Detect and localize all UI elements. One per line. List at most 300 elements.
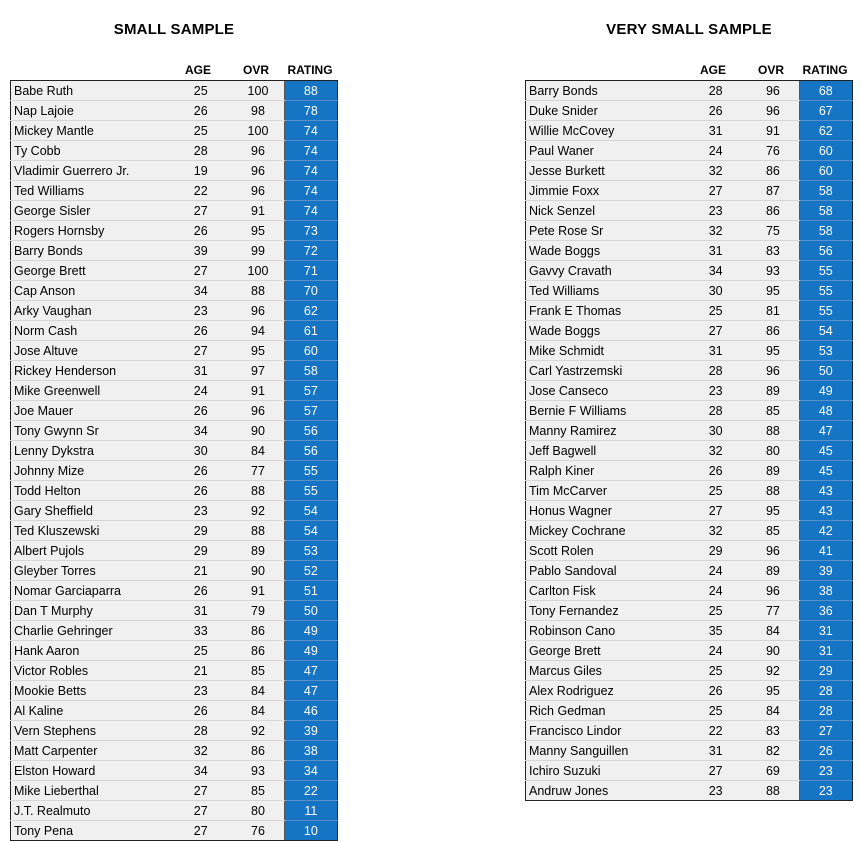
ovr-cell: 90 xyxy=(755,641,791,661)
spacer-cell xyxy=(791,401,799,421)
table-row xyxy=(526,101,853,121)
spacer-cell xyxy=(791,761,799,781)
very-small-sample-title: VERY SMALL SAMPLE xyxy=(606,21,772,38)
ovr-cell: 96 xyxy=(240,141,276,161)
age-cell: 31 xyxy=(183,601,219,621)
ovr-cell: 85 xyxy=(240,781,276,801)
table-row xyxy=(526,781,853,801)
spacer-cell xyxy=(219,501,241,521)
spacer-cell xyxy=(733,101,755,121)
rating-cell: 62 xyxy=(799,121,852,141)
rating-cell: 36 xyxy=(799,601,852,621)
spacer-cell xyxy=(276,641,284,661)
age-cell: 30 xyxy=(183,441,219,461)
spacer-cell xyxy=(219,161,241,181)
table-row xyxy=(526,741,853,761)
ovr-cell: 95 xyxy=(755,281,791,301)
ovr-cell: 89 xyxy=(755,561,791,581)
ovr-cell: 84 xyxy=(240,701,276,721)
rating-cell: 39 xyxy=(284,721,337,741)
rating-cell: 53 xyxy=(284,541,337,561)
rating-cell: 62 xyxy=(284,301,337,321)
player-name-cell: Ty Cobb xyxy=(11,141,183,161)
player-name-cell: Matt Carpenter xyxy=(11,741,183,761)
rating-cell: 54 xyxy=(284,501,337,521)
rating-cell: 26 xyxy=(799,741,852,761)
rating-cell: 55 xyxy=(799,281,852,301)
table-row xyxy=(526,461,853,481)
ovr-cell: 88 xyxy=(240,281,276,301)
spacer-cell xyxy=(733,741,755,761)
ovr-cell: 90 xyxy=(240,561,276,581)
age-cell: 26 xyxy=(698,101,734,121)
ovr-cell: 95 xyxy=(755,681,791,701)
ovr-cell: 96 xyxy=(755,81,791,101)
ovr-cell: 86 xyxy=(240,741,276,761)
age-cell: 24 xyxy=(698,561,734,581)
spacer-cell xyxy=(791,181,799,201)
ovr-header: OVR xyxy=(242,63,269,77)
spacer-cell xyxy=(791,721,799,741)
age-cell: 34 xyxy=(183,421,219,441)
ovr-cell: 86 xyxy=(755,201,791,221)
rating-cell: 45 xyxy=(799,461,852,481)
age-cell: 25 xyxy=(183,121,219,141)
spacer-cell xyxy=(219,641,241,661)
player-name-cell: Carl Yastrzemski xyxy=(526,361,698,381)
spacer-cell xyxy=(733,461,755,481)
spacer-cell xyxy=(219,521,241,541)
table-row xyxy=(11,381,338,401)
ovr-cell: 69 xyxy=(755,761,791,781)
rating-cell: 27 xyxy=(799,721,852,741)
player-name-cell: Ichiro Suzuki xyxy=(526,761,698,781)
table-row xyxy=(11,741,338,761)
player-name-cell: Jose Altuve xyxy=(11,341,183,361)
player-name-cell: Wade Boggs xyxy=(526,241,698,261)
spacer-cell xyxy=(219,701,241,721)
player-name-cell: Wade Boggs xyxy=(526,321,698,341)
rating-cell: 73 xyxy=(284,221,337,241)
spacer-cell xyxy=(219,561,241,581)
table-row xyxy=(11,161,338,181)
spacer-cell xyxy=(733,721,755,741)
spacer-cell xyxy=(733,761,755,781)
spacer-cell xyxy=(791,101,799,121)
spacer-cell xyxy=(733,781,755,801)
ovr-cell: 87 xyxy=(755,181,791,201)
spacer-cell xyxy=(791,521,799,541)
spacer-cell xyxy=(276,761,284,781)
ovr-header: OVR xyxy=(757,63,784,77)
spacer-cell xyxy=(219,781,241,801)
rating-cell: 61 xyxy=(284,321,337,341)
spacer-cell xyxy=(219,141,241,161)
player-name-cell: Mookie Betts xyxy=(11,681,183,701)
age-cell: 19 xyxy=(183,161,219,181)
spacer-cell xyxy=(276,721,284,741)
ovr-cell: 89 xyxy=(755,461,791,481)
ovr-cell: 96 xyxy=(240,181,276,201)
spacer-cell xyxy=(276,321,284,341)
spacer-cell xyxy=(276,261,284,281)
spacer-cell xyxy=(219,81,241,101)
spacer-cell xyxy=(219,741,241,761)
player-name-cell: Duke Snider xyxy=(526,101,698,121)
age-cell: 26 xyxy=(183,221,219,241)
spacer-cell xyxy=(219,441,241,461)
player-name-cell: Rickey Henderson xyxy=(11,361,183,381)
age-cell: 26 xyxy=(183,701,219,721)
rating-cell: 50 xyxy=(799,361,852,381)
player-name-cell: George Brett xyxy=(11,261,183,281)
spacer-cell xyxy=(276,661,284,681)
table-row xyxy=(526,181,853,201)
player-name-cell: Frank E Thomas xyxy=(526,301,698,321)
player-name-cell: Jimmie Foxx xyxy=(526,181,698,201)
age-cell: 31 xyxy=(698,341,734,361)
table-row xyxy=(11,341,338,361)
rating-cell: 39 xyxy=(799,561,852,581)
spacer-cell xyxy=(276,221,284,241)
spacer-cell xyxy=(219,821,241,841)
spacer-cell xyxy=(791,81,799,101)
small-sample-title: SMALL SAMPLE xyxy=(113,21,235,38)
table-row xyxy=(11,81,338,101)
rating-cell: 74 xyxy=(284,181,337,201)
spacer-cell xyxy=(276,121,284,141)
rating-cell: 42 xyxy=(799,521,852,541)
ovr-cell: 85 xyxy=(755,521,791,541)
ovr-cell: 95 xyxy=(240,221,276,241)
spacer-cell xyxy=(219,101,241,121)
spacer-cell xyxy=(276,521,284,541)
age-cell: 31 xyxy=(698,121,734,141)
spacer-cell xyxy=(219,221,241,241)
spacer-cell xyxy=(276,401,284,421)
age-cell: 29 xyxy=(183,521,219,541)
table-row xyxy=(526,561,853,581)
ovr-cell: 93 xyxy=(755,261,791,281)
rating-cell: 43 xyxy=(799,481,852,501)
age-cell: 27 xyxy=(183,781,219,801)
spacer-cell xyxy=(791,741,799,761)
rating-cell: 88 xyxy=(284,81,337,101)
spacer-cell xyxy=(791,441,799,461)
rating-cell: 58 xyxy=(799,181,852,201)
table-row xyxy=(526,601,853,621)
player-name-cell: Gavvy Cravath xyxy=(526,261,698,281)
rating-cell: 55 xyxy=(799,301,852,321)
age-cell: 24 xyxy=(183,381,219,401)
spacer-cell xyxy=(733,201,755,221)
table-row xyxy=(526,161,853,181)
table-row xyxy=(11,281,338,301)
rating-cell: 50 xyxy=(284,601,337,621)
spacer-cell xyxy=(733,401,755,421)
rating-cell: 38 xyxy=(284,741,337,761)
spacer-cell xyxy=(733,501,755,521)
spacer-cell xyxy=(733,341,755,361)
spacer-cell xyxy=(219,301,241,321)
ovr-cell: 86 xyxy=(755,161,791,181)
player-name-cell: Nap Lajoie xyxy=(11,101,183,121)
ovr-cell: 85 xyxy=(240,661,276,681)
spacer-cell xyxy=(276,341,284,361)
spacer-cell xyxy=(276,701,284,721)
rating-cell: 28 xyxy=(799,701,852,721)
age-cell: 30 xyxy=(698,421,734,441)
spacer-cell xyxy=(791,261,799,281)
spacer-cell xyxy=(219,621,241,641)
table-row xyxy=(11,321,338,341)
age-cell: 29 xyxy=(698,541,734,561)
player-name-cell: Mickey Mantle xyxy=(11,121,183,141)
age-cell: 23 xyxy=(183,681,219,701)
spacer-cell xyxy=(733,361,755,381)
rating-cell: 55 xyxy=(284,481,337,501)
table-row xyxy=(11,561,338,581)
ovr-cell: 89 xyxy=(240,541,276,561)
player-name-cell: Mike Greenwell xyxy=(11,381,183,401)
player-name-cell: Bernie F Williams xyxy=(526,401,698,421)
table-row xyxy=(11,121,338,141)
player-name-cell: Dan T Murphy xyxy=(11,601,183,621)
ovr-cell: 89 xyxy=(755,381,791,401)
player-name-cell: Pete Rose Sr xyxy=(526,221,698,241)
player-name-cell: Scott Rolen xyxy=(526,541,698,561)
spacer-cell xyxy=(219,181,241,201)
spacer-cell xyxy=(733,121,755,141)
age-cell: 21 xyxy=(183,661,219,681)
age-cell: 28 xyxy=(698,81,734,101)
spacer-cell xyxy=(276,501,284,521)
ovr-cell: 92 xyxy=(755,661,791,681)
spacer-cell xyxy=(733,521,755,541)
ovr-cell: 97 xyxy=(240,361,276,381)
age-cell: 24 xyxy=(698,641,734,661)
spacer-cell xyxy=(219,321,241,341)
table-row xyxy=(526,481,853,501)
spacer-cell xyxy=(276,581,284,601)
spacer-cell xyxy=(733,141,755,161)
ovr-cell: 82 xyxy=(755,741,791,761)
spacer-cell xyxy=(791,421,799,441)
table-row xyxy=(11,101,338,121)
table-row xyxy=(526,201,853,221)
ovr-cell: 77 xyxy=(240,461,276,481)
table-row xyxy=(11,461,338,481)
ovr-cell: 84 xyxy=(240,681,276,701)
rating-cell: 34 xyxy=(284,761,337,781)
spacer-cell xyxy=(276,101,284,121)
rating-cell: 56 xyxy=(799,241,852,261)
age-cell: 25 xyxy=(698,481,734,501)
ovr-cell: 98 xyxy=(240,101,276,121)
player-name-cell: Rich Gedman xyxy=(526,701,698,721)
player-name-cell: Tony Gwynn Sr xyxy=(11,421,183,441)
ovr-cell: 96 xyxy=(755,101,791,121)
spacer-cell xyxy=(791,541,799,561)
player-name-cell: Pablo Sandoval xyxy=(526,561,698,581)
table-row xyxy=(11,441,338,461)
table-row xyxy=(11,781,338,801)
spacer-cell xyxy=(276,421,284,441)
age-cell: 28 xyxy=(698,361,734,381)
spacer-cell xyxy=(276,141,284,161)
spacer-cell xyxy=(219,461,241,481)
age-cell: 34 xyxy=(183,761,219,781)
ovr-cell: 91 xyxy=(240,381,276,401)
player-name-cell: Tim McCarver xyxy=(526,481,698,501)
table-row xyxy=(11,301,338,321)
ovr-cell: 100 xyxy=(240,121,276,141)
table-row xyxy=(11,261,338,281)
age-cell: 26 xyxy=(183,481,219,501)
table-row xyxy=(526,541,853,561)
age-cell: 39 xyxy=(183,241,219,261)
spacer-cell xyxy=(791,281,799,301)
player-name-cell: Charlie Gehringer xyxy=(11,621,183,641)
small-sample-header-row xyxy=(10,62,338,80)
spacer-cell xyxy=(276,781,284,801)
player-name-cell: Nick Senzel xyxy=(526,201,698,221)
age-cell: 32 xyxy=(698,221,734,241)
spacer-cell xyxy=(733,541,755,561)
rating-cell: 58 xyxy=(799,221,852,241)
spacer-cell xyxy=(276,461,284,481)
ovr-cell: 77 xyxy=(755,601,791,621)
spacer-cell xyxy=(219,661,241,681)
table-row xyxy=(11,221,338,241)
player-name-cell: Ted Kluszewski xyxy=(11,521,183,541)
ovr-cell: 79 xyxy=(240,601,276,621)
player-name-cell: Robinson Cano xyxy=(526,621,698,641)
rating-cell: 23 xyxy=(799,761,852,781)
table-row xyxy=(526,421,853,441)
table-row xyxy=(11,621,338,641)
spacer-cell xyxy=(733,641,755,661)
spacer-cell xyxy=(791,341,799,361)
rating-cell: 11 xyxy=(284,801,337,821)
rating-cell: 53 xyxy=(799,341,852,361)
spacer-cell xyxy=(733,81,755,101)
rating-cell: 49 xyxy=(284,641,337,661)
ovr-cell: 92 xyxy=(240,501,276,521)
rating-cell: 38 xyxy=(799,581,852,601)
age-cell: 31 xyxy=(183,361,219,381)
table-row xyxy=(526,261,853,281)
ovr-cell: 84 xyxy=(755,701,791,721)
ovr-cell: 95 xyxy=(240,341,276,361)
spacer-cell xyxy=(219,761,241,781)
player-name-cell: Barry Bonds xyxy=(11,241,183,261)
spacer-cell xyxy=(733,161,755,181)
age-cell: 23 xyxy=(183,501,219,521)
ovr-cell: 88 xyxy=(755,481,791,501)
age-cell: 32 xyxy=(183,741,219,761)
spacer-cell xyxy=(791,141,799,161)
table-row xyxy=(526,221,853,241)
ovr-cell: 92 xyxy=(240,721,276,741)
spacer-cell xyxy=(219,361,241,381)
rating-cell: 78 xyxy=(284,101,337,121)
ovr-cell: 95 xyxy=(755,341,791,361)
table-row xyxy=(526,521,853,541)
player-name-cell: Vern Stephens xyxy=(11,721,183,741)
age-cell: 26 xyxy=(183,461,219,481)
spacer-cell xyxy=(791,301,799,321)
spacer-cell xyxy=(791,221,799,241)
rating-cell: 74 xyxy=(284,121,337,141)
spacer-cell xyxy=(791,241,799,261)
table-row xyxy=(526,361,853,381)
rating-cell: 74 xyxy=(284,161,337,181)
table-row xyxy=(11,801,338,821)
ovr-cell: 96 xyxy=(755,361,791,381)
ovr-cell: 76 xyxy=(240,821,276,841)
table-row xyxy=(526,301,853,321)
spacer-cell xyxy=(733,321,755,341)
table-row xyxy=(526,761,853,781)
spacer-cell xyxy=(219,681,241,701)
age-cell: 27 xyxy=(698,761,734,781)
player-name-cell: J.T. Realmuto xyxy=(11,801,183,821)
spacer-cell xyxy=(791,121,799,141)
spacer-cell xyxy=(733,561,755,581)
rating-cell: 22 xyxy=(284,781,337,801)
spacer-cell xyxy=(733,281,755,301)
age-cell: 25 xyxy=(183,641,219,661)
player-name-cell: Jeff Bagwell xyxy=(526,441,698,461)
player-name-cell: Elston Howard xyxy=(11,761,183,781)
ovr-cell: 91 xyxy=(240,581,276,601)
player-name-cell: Lenny Dykstra xyxy=(11,441,183,461)
ovr-cell: 95 xyxy=(755,501,791,521)
rating-cell: 60 xyxy=(799,141,852,161)
rating-cell: 41 xyxy=(799,541,852,561)
spacer-cell xyxy=(791,501,799,521)
ovr-cell: 85 xyxy=(755,401,791,421)
spacer-cell xyxy=(219,241,241,261)
player-name-cell: Todd Helton xyxy=(11,481,183,501)
table-row xyxy=(11,661,338,681)
ovr-cell: 80 xyxy=(240,801,276,821)
rating-cell: 46 xyxy=(284,701,337,721)
age-cell: 34 xyxy=(183,281,219,301)
table-row xyxy=(11,541,338,561)
player-name-cell: Babe Ruth xyxy=(11,81,183,101)
rating-cell: 57 xyxy=(284,401,337,421)
spacer-cell xyxy=(276,741,284,761)
table-row xyxy=(11,421,338,441)
spacer-cell xyxy=(733,181,755,201)
player-name-cell: Barry Bonds xyxy=(526,81,698,101)
spacer-cell xyxy=(276,181,284,201)
spacer-cell xyxy=(219,381,241,401)
rating-cell: 74 xyxy=(284,141,337,161)
spacer-cell xyxy=(276,361,284,381)
spacer-cell xyxy=(733,481,755,501)
table-row xyxy=(11,681,338,701)
spacer-cell xyxy=(219,581,241,601)
rating-cell: 68 xyxy=(799,81,852,101)
rating-cell: 47 xyxy=(284,681,337,701)
spacer-cell xyxy=(276,481,284,501)
ovr-cell: 88 xyxy=(755,781,791,801)
age-cell: 26 xyxy=(183,401,219,421)
rating-cell: 28 xyxy=(799,681,852,701)
